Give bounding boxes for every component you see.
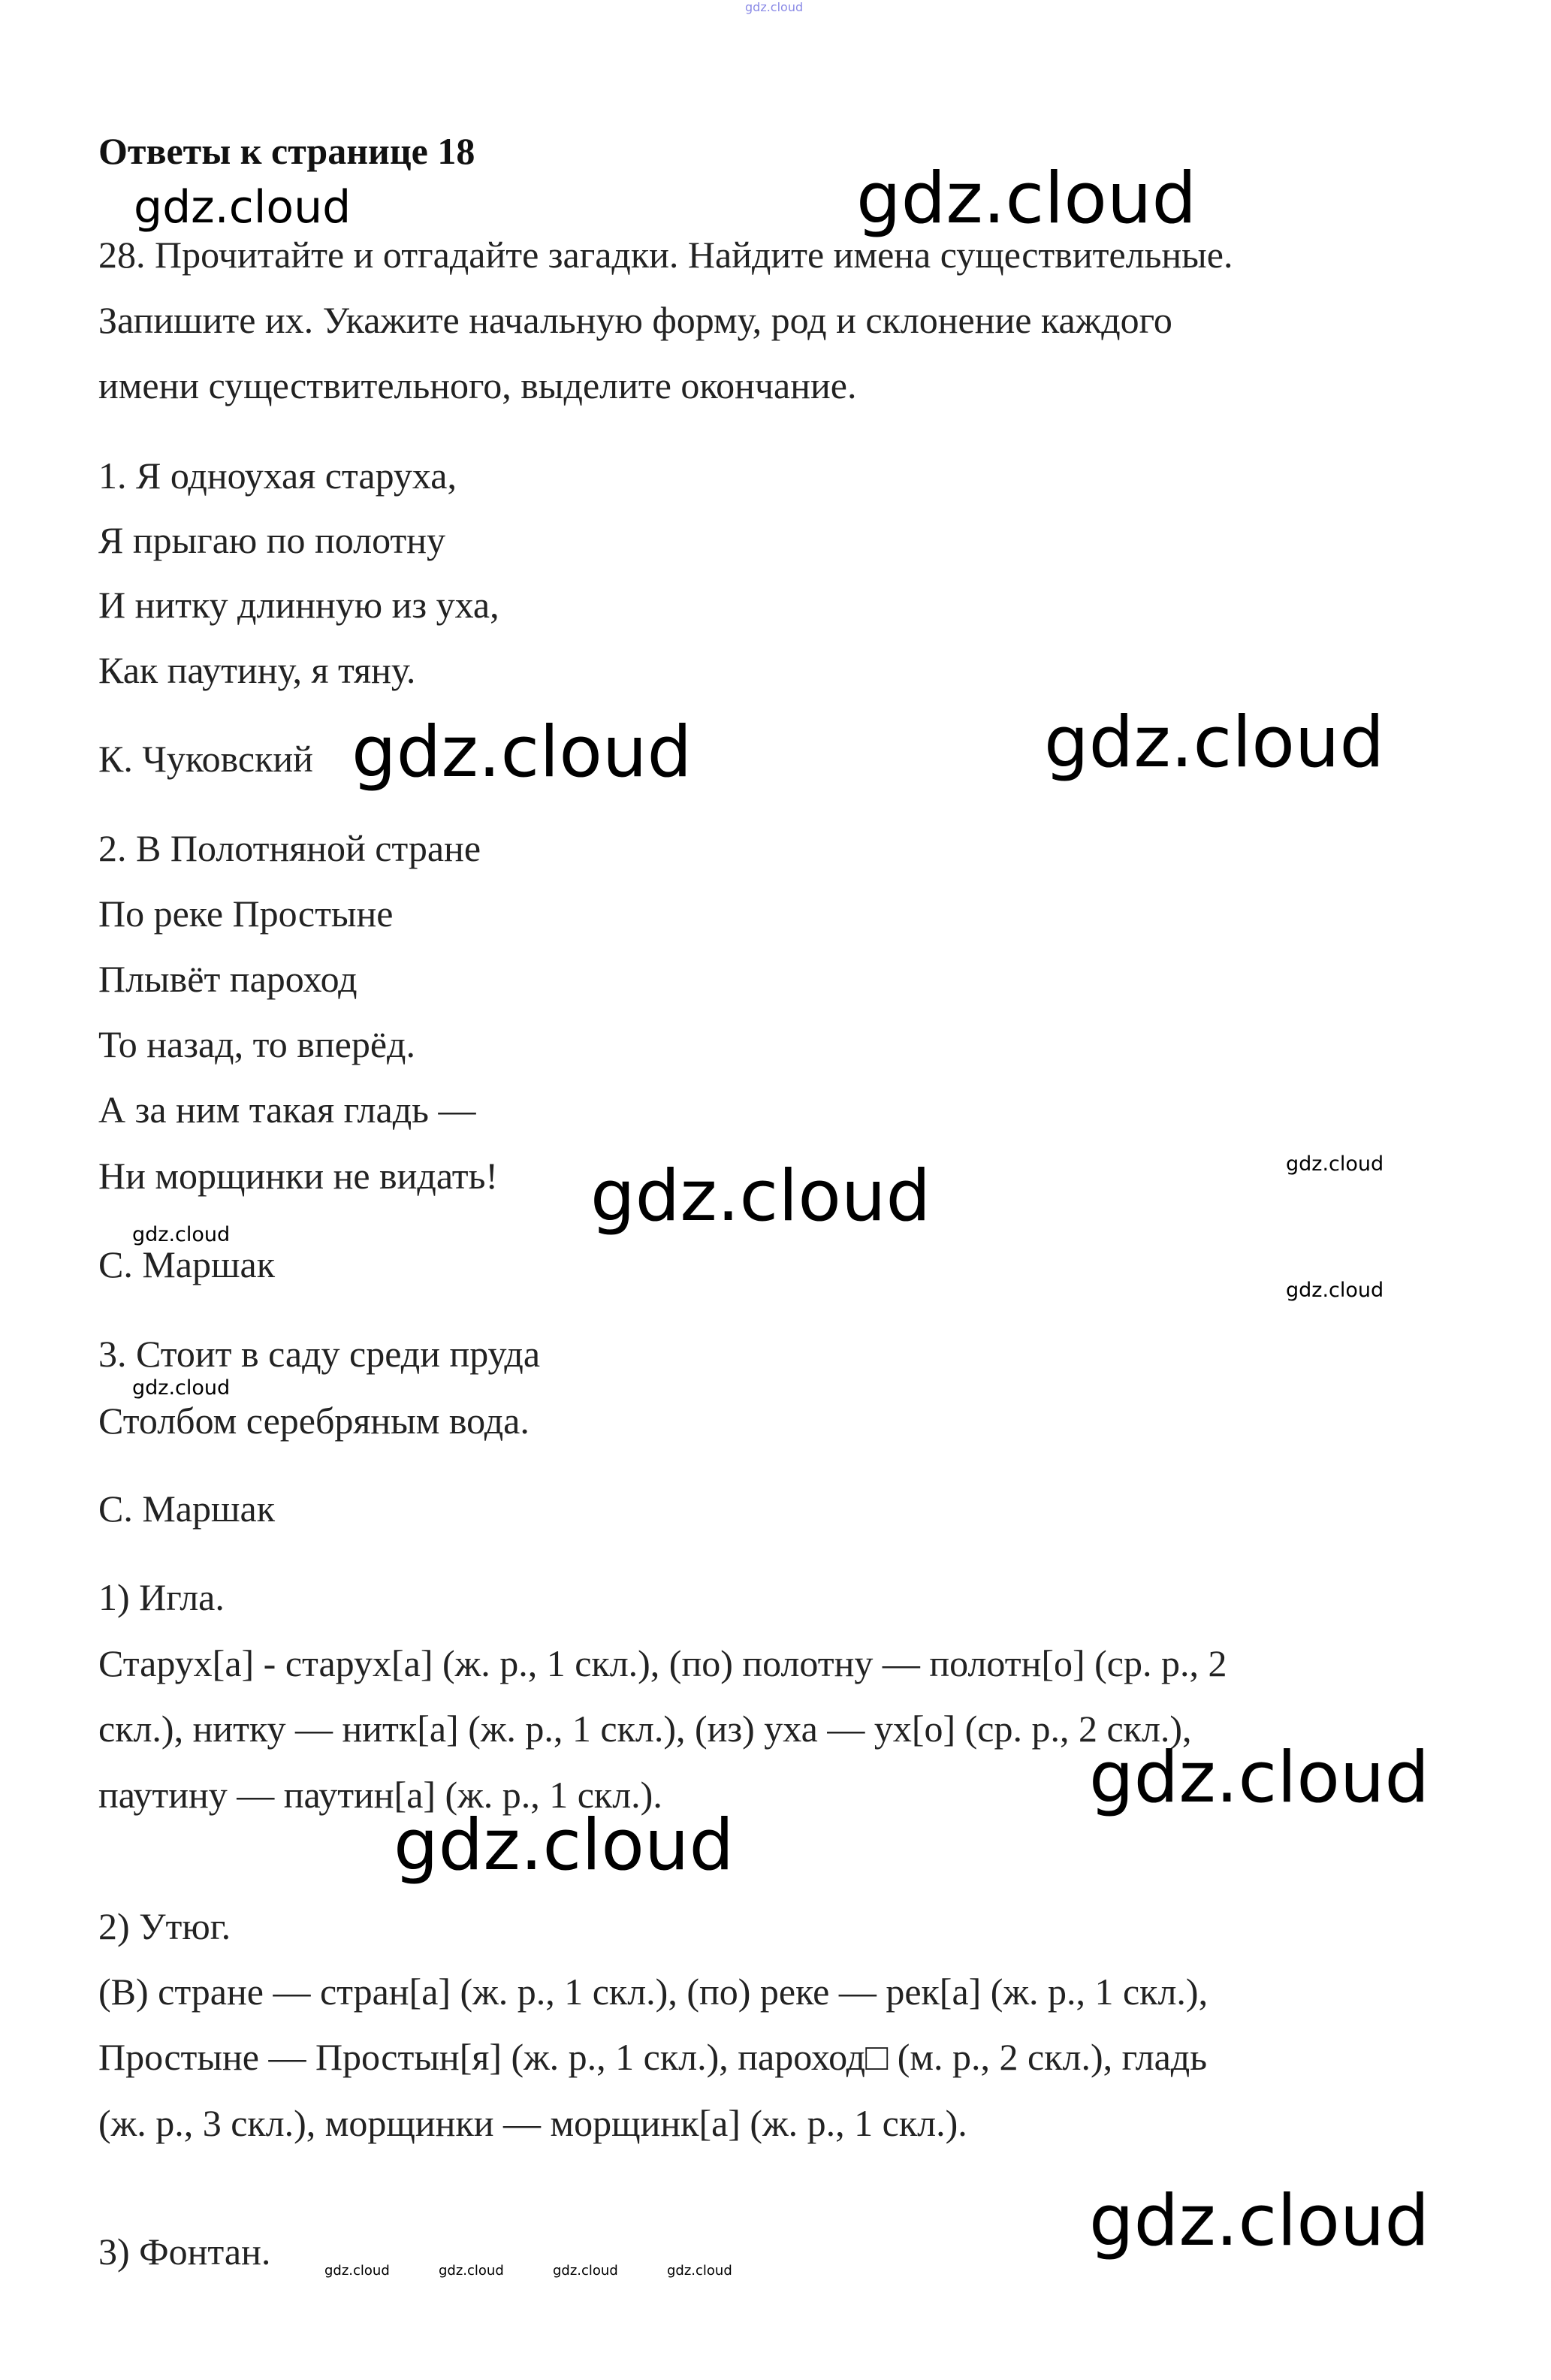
watermark-top: gdz.cloud [745, 0, 804, 14]
riddle-line: Как паутину, я тяну. [98, 649, 416, 691]
answer-line: паутину — паутин[а] (ж. р., 1 скл.). [98, 1774, 662, 1816]
riddle-line: Плывёт пароход [98, 958, 358, 1000]
task-line: Запишите их. Укажите начальную форму, род и склонение каждого [98, 299, 1172, 341]
riddle-line: По реке Простыне [98, 892, 394, 935]
page-title: Ответы к странице 18 [98, 130, 475, 172]
answer-line: (ж. р., 3 скл.), морщинки — морщинк[а] (ж. р., 1 скл.). [98, 2102, 967, 2144]
riddle-line: 1. Я одноухая старуха, [98, 455, 457, 497]
watermark: gdz.cloud [1044, 702, 1385, 784]
answer-heading: 1) Игла. [98, 1576, 225, 1618]
riddle-line: 2. В Полотняной стране [98, 827, 481, 869]
watermark: gdz.cloud [352, 711, 693, 793]
watermark: gdz.cloud [394, 1805, 735, 1886]
answer-heading: 2) Утюг. [98, 1905, 231, 1947]
watermark: gdz.cloud [1286, 1152, 1384, 1176]
answer-line: Простыне — Простын[я] (ж. р., 1 скл.), пароход□ (м. р., 2 скл.), гладь [98, 2036, 1208, 2078]
watermark: gdz.cloud [439, 2263, 504, 2279]
answer-line: скл.), нитку — нитк[а] (ж. р., 1 скл.), (из) уха — ух[о] (ср. р., 2 скл.), [98, 1708, 1192, 1750]
watermark: gdz.cloud [667, 2263, 732, 2279]
watermark: gdz.cloud [553, 2263, 618, 2279]
riddle-line: А за ним такая гладь — [98, 1089, 476, 1131]
watermark: gdz.cloud [132, 1223, 231, 1246]
watermark: gdz.cloud [1089, 2180, 1430, 2262]
riddle-line: И нитку длинную из уха, [98, 584, 499, 626]
answer-heading: 3) Фонтан. [98, 2230, 271, 2273]
riddle-line: Ни морщинки не видать! [98, 1155, 499, 1197]
riddle-author: С. Маршак [98, 1243, 275, 1285]
answer-line: (В) стране — стран[а] (ж. р., 1 скл.), (по) реке — рек[а] (ж. р., 1 скл.), [98, 1971, 1209, 2013]
watermark: gdz.cloud [590, 1155, 931, 1237]
watermark: gdz.cloud [856, 158, 1197, 240]
watermark: gdz.cloud [134, 181, 352, 234]
task-line: имени существительного, выделите окончание. [98, 364, 857, 406]
task-line: 28. Прочитайте и отгадайте загадки. Найдите имена существительные. [98, 234, 1233, 276]
watermark: gdz.cloud [324, 2263, 390, 2279]
answer-line: Старух[а] - старух[а] (ж. р., 1 скл.), (по) полотну — полотн[о] (ср. р., 2 [98, 1642, 1227, 1684]
riddle-line: Столбом серебряным вода. [98, 1400, 530, 1442]
riddle-author: С. Маршак [98, 1488, 275, 1530]
riddle-line: То назад, то вперёд. [98, 1023, 415, 1065]
watermark: gdz.cloud [132, 1376, 231, 1400]
watermark: gdz.cloud [1089, 1737, 1430, 1819]
riddle-author: К. Чуковский [98, 738, 313, 780]
riddle-line: Я прыгаю по полотну [98, 519, 446, 561]
riddle-line: 3. Стоит в саду среди пруда [98, 1333, 541, 1375]
watermark: gdz.cloud [1286, 1279, 1384, 1302]
